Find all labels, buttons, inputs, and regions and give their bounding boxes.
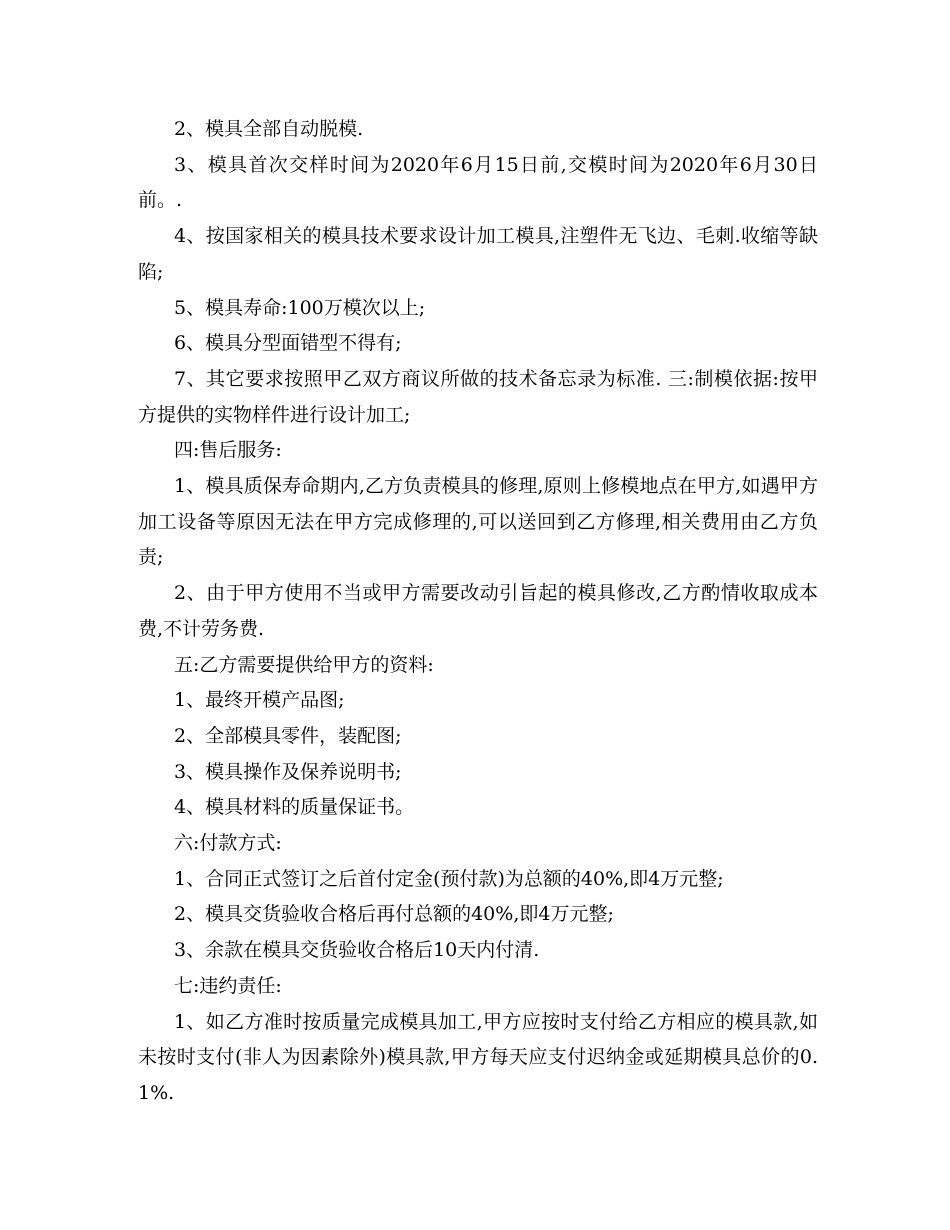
paragraph-sample-delivery-date: 3、模具首次交样时间为2020年6月15日前,交模时间为2020年6月30日前。. bbox=[138, 153, 818, 212]
list-item-assembly-drawing: 2、全部模具零件，装配图; bbox=[174, 724, 402, 747]
paragraph-improper-use: 2、由于甲方使用不当或甲方需要改动引旨起的模具修改,乙方酌情收取成本费,不计劳务费. bbox=[138, 582, 818, 640]
paragraph-design-standard: 4、按国家相关的模具技术要求设计加工模具,注塑件无飞边、毛刺.收缩等缺陷; bbox=[138, 225, 818, 283]
paragraph-mold-auto-demold: 2、模具全部自动脱模. bbox=[174, 118, 364, 140]
section-heading-liability: 七:违约责任: bbox=[174, 974, 282, 997]
paragraph-mold-lifespan: 5、模具寿命:100万模次以上; bbox=[174, 296, 426, 319]
list-item-product-drawing: 1、最终开模产品图; bbox=[174, 689, 345, 712]
paragraph-other-requirements: 7、其它要求按照甲乙双方商议所做的技术备忘录为标准. 三:制模依据:按甲方提供的实物样件进行设计加工; bbox=[138, 367, 818, 426]
list-item-quality-certificate: 4、模具材料的质量保证书。 bbox=[174, 796, 415, 819]
paragraph-deposit: 1、合同正式签订之后首付定金(预付款)为总额的40%,即4万元整; bbox=[174, 867, 724, 890]
section-heading-after-sales: 四:售后服务: bbox=[174, 439, 282, 462]
section-heading-materials: 五:乙方需要提供给甲方的资料: bbox=[174, 653, 434, 676]
list-item-manual: 3、模具操作及保养说明书; bbox=[174, 760, 402, 783]
paragraph-final-payment: 3、余款在模具交货验收合格后10天内付清. bbox=[174, 939, 540, 962]
paragraph-second-payment: 2、模具交货验收合格后再付总额的40%,即4万元整; bbox=[174, 903, 614, 926]
paragraph-late-payment-penalty: 1、如乙方准时按质量完成模具加工,甲方应按时支付给乙方相应的模具款,如未按时支付(非人为因素除外)模具款,甲方每天应支付迟纳金或延期模具总价的0.1%. bbox=[138, 1010, 818, 1104]
paragraph-parting-surface: 6、模具分型面错型不得有; bbox=[174, 332, 402, 355]
document-body bbox=[138, 112, 818, 1112]
paragraph-warranty-repair: 1、模具质保寿命期内,乙方负责模具的修理,原则上修模地点在甲方,如遇甲方加工设备等原因无法在甲方完成修理的,可以送回到乙方修理,相关费用由乙方负责; bbox=[138, 475, 818, 569]
section-heading-payment: 六:付款方式: bbox=[174, 832, 282, 855]
